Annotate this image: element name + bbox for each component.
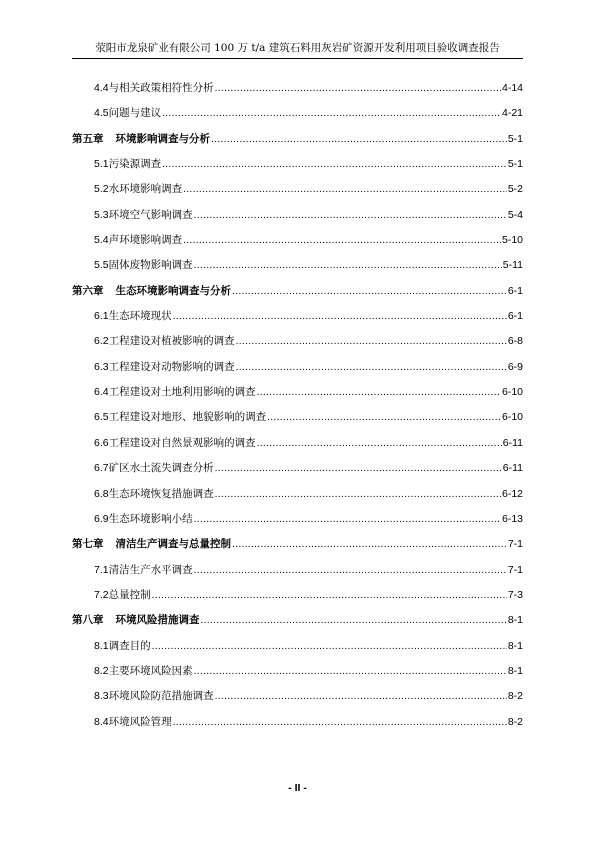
toc-entry-page: 6-12	[501, 487, 523, 500]
toc-section-entry[interactable]	[72, 435, 523, 460]
toc-chapter-entry[interactable]	[72, 131, 523, 156]
toc-entry-page: 5-1	[507, 132, 523, 145]
toc-entry-number: 6.1	[94, 310, 109, 323]
toc-entry-page: 8-1	[507, 664, 523, 677]
toc-section-entry[interactable]	[72, 181, 523, 206]
toc-entry-number: 6.3	[94, 360, 109, 373]
toc-dot-leader	[215, 690, 507, 702]
toc-entry-title: 生态环境现状	[108, 310, 172, 323]
toc-dot-leader	[257, 386, 501, 398]
toc-dot-leader	[152, 589, 507, 601]
running-header: 荥阳市龙泉矿业有限公司 100 万 t/a 建筑石料用灰岩矿资源开发利用项目验收调查报告	[95, 42, 500, 54]
toc-entry-page: 6-11	[502, 462, 523, 475]
toc-entry-title: 环境风险管理	[108, 715, 172, 728]
toc-entry-page: 8-2	[507, 690, 523, 703]
toc-dot-leader	[173, 310, 507, 322]
toc-entry-page: 8-1	[507, 614, 523, 627]
toc-section-entry[interactable]	[72, 511, 523, 536]
toc-entry-page: 5-10	[501, 234, 523, 247]
toc-entry-page: 5-1	[507, 158, 523, 171]
toc-entry-title: 调查目的	[108, 639, 151, 652]
toc-entry-number: 6.7	[94, 462, 109, 475]
toc-section-entry[interactable]	[72, 207, 523, 232]
toc-entry-title: 环境风险防范措施调查	[108, 690, 214, 703]
toc-entry-page: 6-1	[507, 310, 523, 323]
toc-dot-leader	[257, 437, 502, 449]
toc-entry-number: 6.9	[94, 512, 109, 525]
toc-entry-title: 生态环境恢复措施调查	[108, 487, 214, 500]
toc-entry-number: 8.4	[94, 715, 109, 728]
toc-dot-leader	[162, 107, 501, 119]
toc-entry-page: 7-1	[507, 563, 523, 576]
toc-section-entry[interactable]	[72, 460, 523, 485]
toc-entry-number: 5.4	[94, 234, 109, 247]
toc-dot-leader	[194, 209, 507, 221]
toc-entry-page: 6-13	[501, 512, 523, 525]
toc-entry-page: 7-3	[507, 588, 523, 601]
toc-entry-page: 8-2	[507, 715, 523, 728]
toc-dot-leader	[194, 513, 501, 525]
toc-entry-page: 6-10	[501, 411, 523, 424]
toc-entry-title: 工程建设对土地利用影响的调查	[108, 386, 256, 399]
toc-entry-page: 6-10	[501, 386, 523, 399]
toc-section-entry[interactable]	[72, 409, 523, 434]
toc-entry-number: 8.3	[94, 690, 109, 703]
toc-entry-title: 工程建设对动物影响的调查	[108, 360, 235, 373]
toc-entry-number: 8.2	[94, 664, 109, 677]
toc-entry-title: 水环境影响调查	[108, 183, 183, 196]
toc-section-entry[interactable]	[72, 587, 523, 612]
toc-entry-number: 第八章	[72, 614, 104, 627]
toc-entry-title: 工程建设对地形、地貌影响的调查	[108, 411, 267, 424]
table-of-contents	[72, 80, 523, 739]
toc-entry-title: 矿区水土流失调查分析	[108, 462, 214, 475]
toc-dot-leader	[173, 716, 507, 728]
toc-section-entry[interactable]	[72, 80, 523, 105]
toc-entry-title: 环境空气影响调查	[108, 208, 193, 221]
toc-entry-title: 主要环境风险因素	[108, 664, 193, 677]
toc-dot-leader	[215, 488, 501, 500]
toc-entry-number: 6.5	[94, 411, 109, 424]
toc-section-entry[interactable]	[72, 486, 523, 511]
toc-entry-number: 5.3	[94, 208, 109, 221]
toc-entry-page: 5-2	[507, 183, 523, 196]
toc-section-entry[interactable]	[72, 232, 523, 257]
toc-dot-leader	[236, 335, 507, 347]
toc-dot-leader	[232, 538, 507, 550]
toc-entry-title: 总量控制	[108, 588, 151, 601]
toc-entry-number: 6.2	[94, 335, 109, 348]
toc-dot-leader	[215, 82, 501, 94]
toc-section-entry[interactable]	[72, 384, 523, 409]
toc-dot-leader	[152, 640, 507, 652]
toc-chapter-entry[interactable]	[72, 612, 523, 637]
toc-entry-number: 第七章	[72, 538, 104, 551]
toc-section-entry[interactable]	[72, 333, 523, 358]
toc-dot-leader	[232, 285, 507, 297]
toc-entry-number: 5.5	[94, 259, 109, 272]
toc-section-entry[interactable]	[72, 257, 523, 282]
toc-entry-page: 4-21	[501, 107, 523, 120]
toc-entry-number: 6.6	[94, 436, 109, 449]
toc-dot-leader	[194, 564, 507, 576]
toc-entry-number: 4.4	[94, 82, 109, 94]
header-divider	[72, 58, 523, 59]
toc-dot-leader	[211, 133, 507, 145]
toc-section-entry[interactable]	[72, 714, 523, 739]
toc-entry-title: 清洁生产调查与总量控制	[115, 538, 231, 551]
toc-section-entry[interactable]	[72, 663, 523, 688]
toc-section-entry[interactable]	[72, 638, 523, 663]
toc-entry-title: 固体废物影响调查	[108, 259, 193, 272]
toc-entry-title: 工程建设对自然景观影响的调查	[108, 436, 256, 449]
toc-entry-page: 4-14	[501, 82, 523, 94]
toc-entry-number: 6.4	[94, 386, 109, 399]
toc-entry-number: 7.2	[94, 588, 109, 601]
toc-entry-title: 污染源调查	[108, 158, 162, 171]
toc-section-entry[interactable]	[72, 688, 523, 713]
toc-section-entry[interactable]	[72, 562, 523, 587]
toc-entry-title: 生态环境影响小结	[108, 512, 193, 525]
toc-dot-leader	[183, 183, 507, 195]
toc-section-entry[interactable]	[72, 359, 523, 384]
toc-dot-leader	[194, 259, 502, 271]
toc-entry-page: 5-4	[507, 208, 523, 221]
toc-dot-leader	[215, 462, 502, 474]
toc-dot-leader	[201, 614, 507, 626]
toc-entry-title: 工程建设对植被影响的调查	[108, 335, 235, 348]
toc-entry-number: 第五章	[72, 132, 104, 145]
toc-dot-leader	[183, 234, 501, 246]
toc-entry-title: 清洁生产水平调查	[108, 563, 193, 576]
toc-entry-page: 7-1	[507, 538, 523, 551]
toc-entry-page: 6-8	[507, 335, 523, 348]
page-number: - II -	[288, 782, 307, 794]
toc-section-entry[interactable]	[72, 156, 523, 181]
toc-section-entry[interactable]	[72, 308, 523, 333]
toc-entry-page: 6-1	[507, 284, 523, 297]
toc-entry-number: 5.1	[94, 158, 109, 171]
toc-entry-page: 6-9	[507, 360, 523, 373]
toc-chapter-entry[interactable]	[72, 283, 523, 308]
toc-entry-title: 声环境影响调查	[108, 234, 183, 247]
toc-entry-title: 环境影响调查与分析	[115, 132, 210, 145]
toc-entry-title: 环境风险措施调查	[115, 614, 200, 627]
toc-entry-title: 与相关政策相符性分析	[108, 82, 214, 94]
toc-entry-number: 第六章	[72, 284, 104, 297]
toc-entry-title: 生态环境影响调查与分析	[115, 284, 231, 297]
toc-dot-leader	[267, 411, 501, 423]
toc-dot-leader	[162, 158, 507, 170]
toc-entry-number: 6.8	[94, 487, 109, 500]
toc-entry-page: 6-11	[502, 436, 523, 449]
toc-chapter-entry[interactable]	[72, 536, 523, 561]
toc-entry-page: 8-1	[507, 639, 523, 652]
toc-entry-number: 8.1	[94, 639, 109, 652]
toc-entry-title: 问题与建议	[108, 107, 162, 120]
toc-dot-leader	[236, 361, 507, 373]
toc-entry-page: 5-11	[502, 259, 523, 272]
toc-section-entry[interactable]	[72, 105, 523, 130]
toc-entry-number: 4.5	[94, 107, 109, 120]
toc-dot-leader	[194, 665, 507, 677]
toc-entry-number: 5.2	[94, 183, 109, 196]
toc-entry-number: 7.1	[94, 563, 109, 576]
